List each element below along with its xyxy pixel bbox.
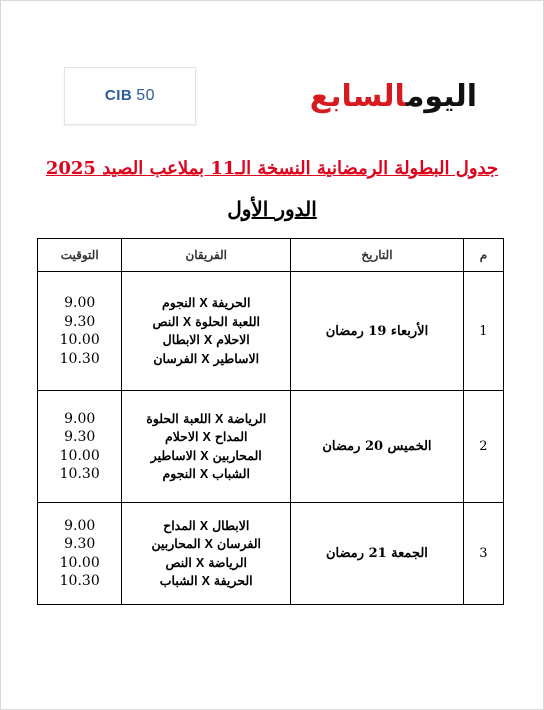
versus-mark: X bbox=[199, 518, 209, 533]
match-line bbox=[122, 554, 290, 573]
header-num: م bbox=[463, 239, 503, 272]
table-header-row bbox=[38, 239, 504, 272]
table-row bbox=[38, 272, 504, 391]
match-time: 10.00 bbox=[59, 332, 100, 348]
match-time: 9.00 bbox=[64, 517, 96, 534]
home-team: الابطال bbox=[212, 517, 250, 533]
times-cell bbox=[38, 272, 122, 391]
match-time: 10.30 bbox=[59, 350, 100, 367]
round-title: الدور الأول bbox=[227, 197, 317, 221]
versus-mark: X bbox=[215, 411, 224, 426]
home-team: الرياضة bbox=[208, 554, 247, 570]
sponsor-logo bbox=[64, 67, 196, 125]
versus-mark: X bbox=[182, 314, 192, 329]
teams-cell bbox=[122, 391, 291, 503]
versus-mark: X bbox=[199, 467, 209, 481]
home-team: الاساطير bbox=[213, 350, 260, 366]
match-line bbox=[122, 428, 290, 447]
match-time: 9.30 bbox=[64, 429, 96, 445]
match-date: الخميس 20 رمضان bbox=[291, 391, 464, 503]
match-date: الأربعاء 19 رمضان bbox=[291, 272, 464, 391]
match-line bbox=[122, 294, 290, 313]
match-line bbox=[122, 447, 290, 466]
youm7-logo bbox=[310, 80, 477, 114]
header-time: التوقيت bbox=[38, 239, 122, 272]
home-team: الرياضة bbox=[227, 410, 267, 426]
match-date: الجمعة 21 رمضان bbox=[291, 503, 464, 605]
versus-mark: X bbox=[203, 333, 213, 347]
match-time: 10.30 bbox=[59, 573, 100, 589]
match-line bbox=[122, 572, 290, 591]
home-team: الشباب bbox=[212, 466, 250, 481]
times-cell bbox=[38, 503, 122, 605]
versus-mark: X bbox=[199, 296, 208, 310]
page-title: جدول البطولة الرمضانية النسخة الـ11 بملاعب الصيد 2025 bbox=[45, 158, 499, 179]
teams-cell bbox=[122, 503, 291, 605]
versus-mark: X bbox=[200, 448, 209, 463]
match-line bbox=[122, 313, 290, 332]
away-team: اللعبة الحلوة bbox=[146, 410, 212, 426]
match-time: 10.00 bbox=[59, 447, 100, 464]
match-line bbox=[122, 331, 290, 350]
youm7-logo-word1: اليوم bbox=[405, 79, 477, 114]
match-line bbox=[122, 517, 290, 536]
schedule-table bbox=[37, 238, 504, 605]
header-date: التاريخ bbox=[291, 239, 464, 272]
away-team: الاساطير bbox=[150, 447, 197, 463]
away-team: النجوم bbox=[162, 466, 196, 481]
versus-mark: X bbox=[201, 351, 210, 366]
match-time: 9.30 bbox=[64, 536, 96, 552]
home-team: الحريفة bbox=[211, 295, 251, 310]
versus-mark: X bbox=[195, 555, 205, 570]
row-number: 1 bbox=[463, 272, 503, 391]
match-time: 9.30 bbox=[64, 313, 96, 330]
cib-name: CIB bbox=[104, 87, 133, 104]
teams-cell bbox=[122, 272, 291, 391]
match-line bbox=[122, 350, 290, 369]
home-team: الاحلام bbox=[216, 332, 250, 347]
youm7-logo-word2: السابع bbox=[309, 79, 406, 114]
away-team: الابطال bbox=[162, 332, 200, 347]
home-team: المحاربين bbox=[212, 447, 262, 463]
match-line bbox=[122, 535, 290, 554]
away-team: الشباب bbox=[159, 573, 198, 588]
home-team: المداح bbox=[214, 429, 248, 444]
away-team: النص bbox=[165, 554, 192, 570]
cib-anniversary-number: 50 bbox=[136, 87, 156, 104]
row-number: 3 bbox=[463, 503, 503, 605]
match-time: 9.00 bbox=[64, 410, 96, 427]
versus-mark: X bbox=[201, 574, 210, 588]
home-team: الفرسان bbox=[217, 536, 261, 551]
match-time: 9.00 bbox=[64, 295, 96, 311]
away-team: المداح bbox=[163, 517, 196, 533]
away-team: المحاربين bbox=[151, 536, 201, 551]
table-row bbox=[38, 391, 504, 503]
away-team: النص bbox=[152, 313, 179, 329]
match-line bbox=[122, 410, 290, 429]
match-time: 10.00 bbox=[59, 554, 100, 571]
row-number: 2 bbox=[463, 391, 503, 503]
table-row bbox=[38, 503, 504, 605]
match-time: 10.30 bbox=[59, 466, 100, 482]
away-team: الفرسان bbox=[153, 350, 198, 366]
times-cell bbox=[38, 391, 122, 503]
away-team: النجوم bbox=[162, 295, 196, 310]
match-line bbox=[122, 465, 290, 484]
versus-mark: X bbox=[202, 430, 211, 444]
header-teams: الفريقان bbox=[122, 239, 291, 272]
cib-logo-text bbox=[105, 87, 155, 105]
away-team: الاحلام bbox=[164, 429, 199, 444]
versus-mark: X bbox=[204, 537, 214, 551]
home-team: الحريفة bbox=[213, 573, 253, 588]
home-team: اللعبة الحلوة bbox=[195, 313, 260, 329]
